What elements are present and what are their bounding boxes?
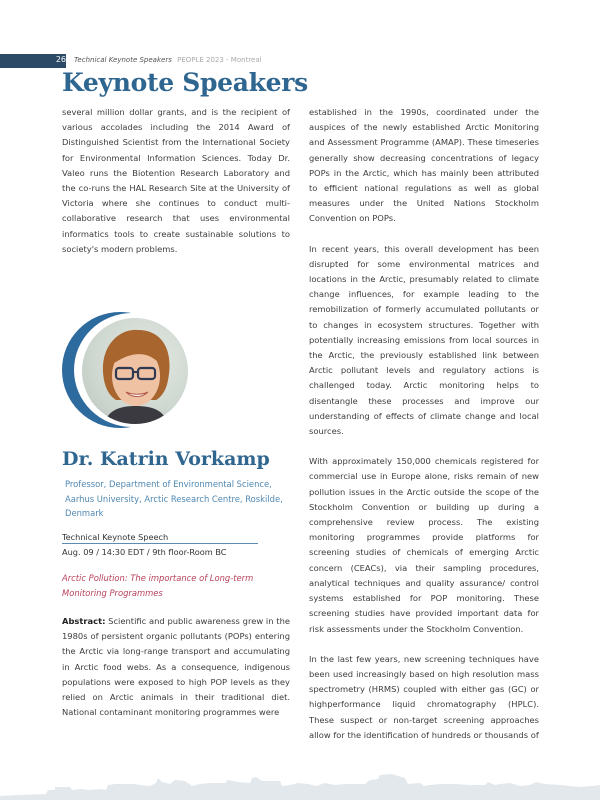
paragraph: With approximately 150,000 chemicals registered for commercial use in Europe alone, risks remain of new pollution issues in the Arctic outside the scope of the Stockholm Convention or building up during a comprehensive review process. The existing monitoring programmes provide platforms for screening studies of chemicals of emerging Arctic concern (CEACs), via their sampling procedures, analytical techniques and quality assurance/ control systems established for POP monitoring. These screening studies have provided important data for risk assessments under the Stockholm Convention. — [309, 456, 539, 634]
session-datetime-location: Aug. 09 / 14:30 EDT / 9th floor-Room BC — [62, 547, 227, 557]
abstract-text: Scientific and public awareness grew in the 1980s of persistent organic pollutants (POPs) entering the Arctic via long-range transport and accumulating in Arctic food webs. As a consequence, indigenous populations were exposed to high POP levels as they relied on Arctic animals in their traditional diet. National contaminant monitoring programmes were — [62, 616, 290, 718]
session-type: Technical Keynote Speech — [62, 532, 258, 544]
speaker-name: Dr. Katrin Vorkamp — [62, 448, 270, 470]
page-title: Keynote Speakers — [62, 68, 308, 97]
left-column — [62, 105, 290, 272]
speaker-affiliation: Professor, Department of Environmental Science, Aarhus University, Arctic Research Centre, Roskilde, Denmark — [65, 479, 283, 518]
continued-bio: several million dollar grants, and is the recipient of various accolades including the 2014 Award of Distinguished Scientist from the International Society for Environmental Information Sciences. Today Dr. Valeo runs the Biotention Research Laboratory and the co-runs the HAL Research Site at the University of Victoria where she continues to conduct multi-collaborative research that uses environmental informatics tools to create sustainable solutions to society's modern problems. — [62, 107, 290, 254]
abstract — [62, 614, 290, 720]
person-photo-icon — [82, 318, 188, 424]
paragraph: In recent years, this overall development has been disrupted for some environmental matrices and locations in the Arctic, presumably related to climate change influences, for example leading to the remobilization of formerly accumulated pollutants or to changes in ecosystem structures. Together with potentially increasing emissions from local sources in the Arctic, the previously established link between Arctic pollutant levels and regulatory actions is challenged today. Arctic monitoring helps to disentangle these processes and improve our understanding of effects of climate change and local sources. — [309, 243, 539, 437]
right-column — [309, 105, 539, 758]
speaker-portrait — [62, 312, 192, 428]
page-number: 26 — [55, 55, 66, 64]
paragraph: In the last few years, new screening techniques have been used increasingly based on high resolution mass spectrometry (HRMS) coupled with either gas (GC) or highperformance liquid chromatography (HPLC). These suspect or non-target screening approaches allow for the identification of hundreds or thousands of — [309, 653, 539, 740]
running-header — [74, 56, 262, 64]
abstract-label: Abstract: — [62, 616, 106, 626]
city-skyline-icon — [0, 760, 600, 800]
running-header-event: PEOPLE 2023 - Montreal — [177, 56, 262, 64]
running-header-section: Technical Keynote Speakers — [74, 56, 172, 64]
talk-title: Arctic Pollution: The importance of Long-term Monitoring Programmes — [62, 573, 254, 598]
speaker-photo — [82, 318, 188, 424]
paragraph: established in the 1990s, coordinated under the auspices of the newly established Arctic Monitoring and Assessment Programme (AMAP). These timeseries generally show decreasing concentrations of legacy POPs in the Arctic, which has mainly been attributed to efficient national regulations as well as global measures under the United Nations Stockholm Convention on POPs. — [309, 107, 539, 224]
